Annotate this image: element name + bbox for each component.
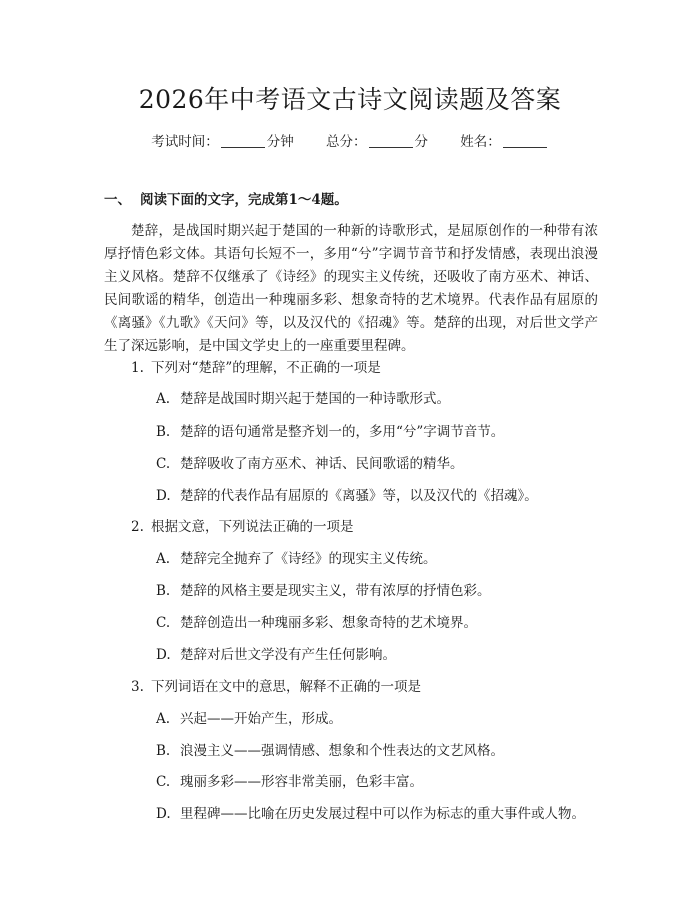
option-letter: D. xyxy=(156,488,171,504)
option-text: 里程碑——比喻在历史发展过程中可以作为标志的重大事件或人物。 xyxy=(180,806,585,822)
option-text: 楚辞是战国时期兴起于楚国的一种诗歌形式。 xyxy=(180,391,450,407)
option-text: 楚辞吸收了南方巫术、神话、民间歌谣的精华。 xyxy=(180,456,464,472)
option-text: 楚辞完全抛弃了《诗经》的现实主义传统。 xyxy=(180,551,437,567)
option-text: 瑰丽多彩——形容非常美丽，色彩丰富。 xyxy=(180,774,423,790)
section-instruction: 阅读下面的文字，完成第1～4题。 xyxy=(140,192,348,208)
q3-option-a xyxy=(156,709,606,729)
option-letter: A. xyxy=(156,551,171,567)
q1-option-a xyxy=(156,389,606,409)
option-letter: A. xyxy=(156,391,171,407)
q2-option-b xyxy=(156,581,606,601)
time-blank xyxy=(221,133,265,148)
option-text: 浪漫主义——强调情感、想象和个性表达的文艺风格。 xyxy=(180,743,504,759)
question-number: 2. xyxy=(131,519,144,535)
question-number: 1. xyxy=(131,360,144,376)
q2-option-c xyxy=(156,613,606,633)
question-1 xyxy=(131,358,601,378)
option-text: 兴起——开始产生，形成。 xyxy=(180,711,342,727)
q1-option-c xyxy=(156,454,606,474)
option-letter: C. xyxy=(156,615,171,631)
option-text: 楚辞的语句通常是整齐划一的，多用“兮”字调节音节。 xyxy=(180,424,505,440)
q2-option-a xyxy=(156,549,606,569)
section-heading xyxy=(104,190,348,210)
question-3 xyxy=(131,677,601,697)
score-unit: 分 xyxy=(414,134,428,150)
score-blank xyxy=(369,133,413,148)
name-label: 姓名： xyxy=(460,134,501,150)
option-letter: C. xyxy=(156,456,171,472)
question-number: 3. xyxy=(131,679,144,695)
exam-meta xyxy=(0,132,700,152)
option-text: 楚辞的代表作品有屈原的《离骚》等，以及汉代的《招魂》。 xyxy=(180,488,538,504)
score-label: 总分： xyxy=(326,134,367,150)
option-letter: B. xyxy=(156,424,171,440)
time-label: 考试时间： xyxy=(151,134,219,150)
q1-option-b xyxy=(156,422,606,442)
option-text: 楚辞创造出一种瑰丽多彩、想象奇特的艺术境界。 xyxy=(180,615,477,631)
time-unit: 分钟 xyxy=(266,134,294,150)
option-letter: B. xyxy=(156,743,171,759)
option-letter: A. xyxy=(156,711,171,727)
option-text: 楚辞的风格主要是现实主义，带有浓厚的抒情色彩。 xyxy=(180,583,491,599)
question-stem: 下列词语在文中的意思，解释不正确的一项是 xyxy=(151,679,421,695)
option-letter: C. xyxy=(156,774,171,790)
q3-option-b xyxy=(156,741,606,761)
question-2 xyxy=(131,517,601,537)
question-stem: 下列对“楚辞”的理解，不正确的一项是 xyxy=(151,360,381,376)
q3-option-c xyxy=(156,772,606,792)
q3-option-d xyxy=(156,804,606,824)
q2-option-d xyxy=(156,645,606,665)
exam-time xyxy=(151,132,294,152)
exam-name xyxy=(460,132,549,152)
q1-option-d xyxy=(156,486,606,506)
page-title: 2026年中考语文古诗文阅读题及答案 xyxy=(138,85,562,114)
exam-score xyxy=(326,132,428,152)
option-letter: D. xyxy=(156,647,171,663)
name-blank xyxy=(503,133,547,148)
option-letter: D. xyxy=(156,806,171,822)
option-letter: B. xyxy=(156,583,171,599)
option-text: 楚辞对后世文学没有产生任何影响。 xyxy=(180,647,396,663)
reading-passage: 楚辞，是战国时期兴起于楚国的一种新的诗歌形式，是屈原创作的一种带有浓厚抒情色彩文体。其语句长短不一，多用“兮”字调节音节和抒发情感，表现出浪漫主义风格。楚辞不仅继承了《诗经》的现实主义传统，还吸收了南方巫术、神话、民间歌谣的精华，创造出一种瑰丽多彩、想象奇特的艺术境界。代表作品有屈原的《离骚》《九歌》《天问》等，以及汉代的《招魂》等。楚辞的出现，对后世文学产生了深远影响，是中国文学史上的一座重要里程碑。 xyxy=(104,223,598,354)
question-stem: 根据文意，下列说法正确的一项是 xyxy=(151,519,354,535)
section-number: 一、 xyxy=(104,192,131,208)
